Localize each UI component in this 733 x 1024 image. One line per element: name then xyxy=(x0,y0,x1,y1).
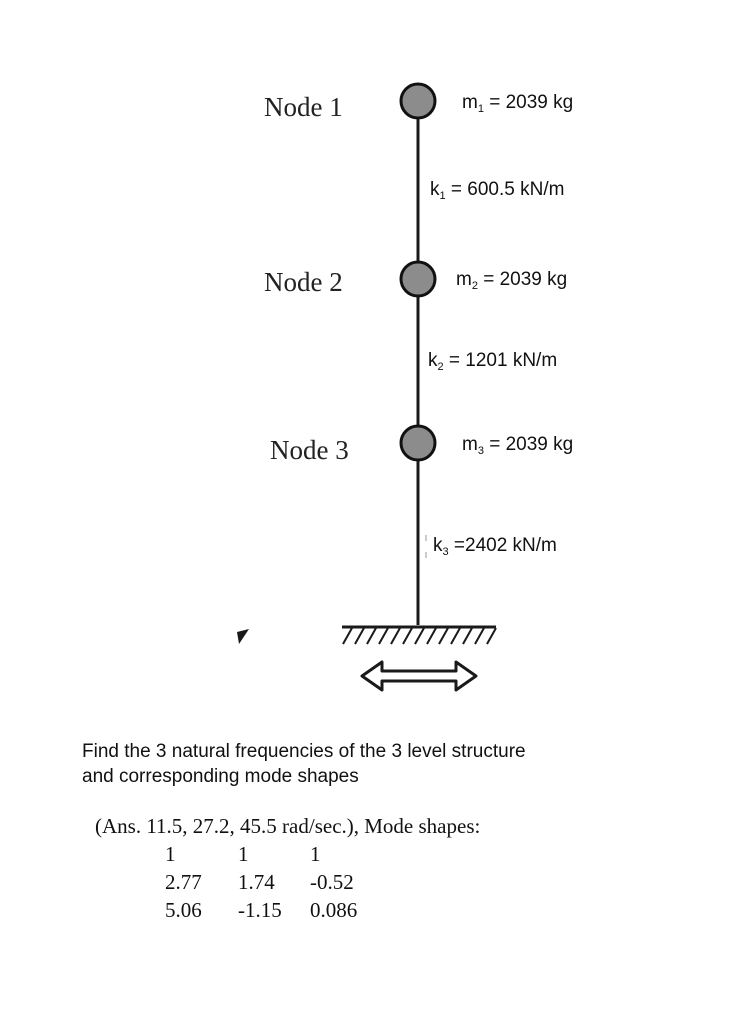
spring-3-label: $k_3 =2402$ kN/m xyxy=(433,535,557,558)
answer-header: (Ans. 11.5, 27.2, 45.5 rad/sec.), Mode shapes: xyxy=(95,814,481,838)
ground-motion-arrow-icon xyxy=(362,662,476,690)
stray-mark xyxy=(237,629,249,644)
spring-2-label: $k_2 = 1201$ kN/m xyxy=(428,350,558,373)
mode-shape-value: 5.06 xyxy=(165,898,202,922)
mode-shape-value: 2.77 xyxy=(165,870,202,894)
problem-line-1: Find the 3 natural frequencies of the 3 level structure xyxy=(82,741,526,762)
spring-1-label: $k_1 = 600.5$ kN/m xyxy=(430,179,565,202)
ground-support xyxy=(342,627,496,644)
node-3-mass xyxy=(401,426,435,460)
mode-shape-value: 1.74 xyxy=(238,870,275,894)
node-1-label: Node 1 xyxy=(264,92,343,122)
problem-statement xyxy=(82,739,682,789)
mode-shape-row xyxy=(95,870,655,898)
mass-2-label: $m_2 = 2039$ kg xyxy=(456,269,568,292)
node-2-label: Node 2 xyxy=(264,267,343,297)
mode-shape-value: 1 xyxy=(310,842,321,866)
mode-shape-value: -1.15 xyxy=(238,898,282,922)
node-3-label: Node 3 xyxy=(270,435,349,465)
mode-shape-row xyxy=(95,842,655,870)
mode-shape-value: 1 xyxy=(165,842,176,866)
problem-line-2: and corresponding mode shapes xyxy=(82,766,359,787)
mass-1-label: $m_1 = 2039$ kg xyxy=(462,92,574,115)
node-1-mass xyxy=(401,84,435,118)
mode-shape-value: 0.086 xyxy=(310,898,358,922)
mode-shape-value: 1 xyxy=(238,842,249,866)
node-2-mass xyxy=(401,262,435,296)
mode-shape-row xyxy=(95,898,655,926)
answer-block xyxy=(95,814,655,926)
mode-shape-value: -0.52 xyxy=(310,870,354,894)
mass-3-label: $m_3 = 2039$ kg xyxy=(462,434,574,457)
